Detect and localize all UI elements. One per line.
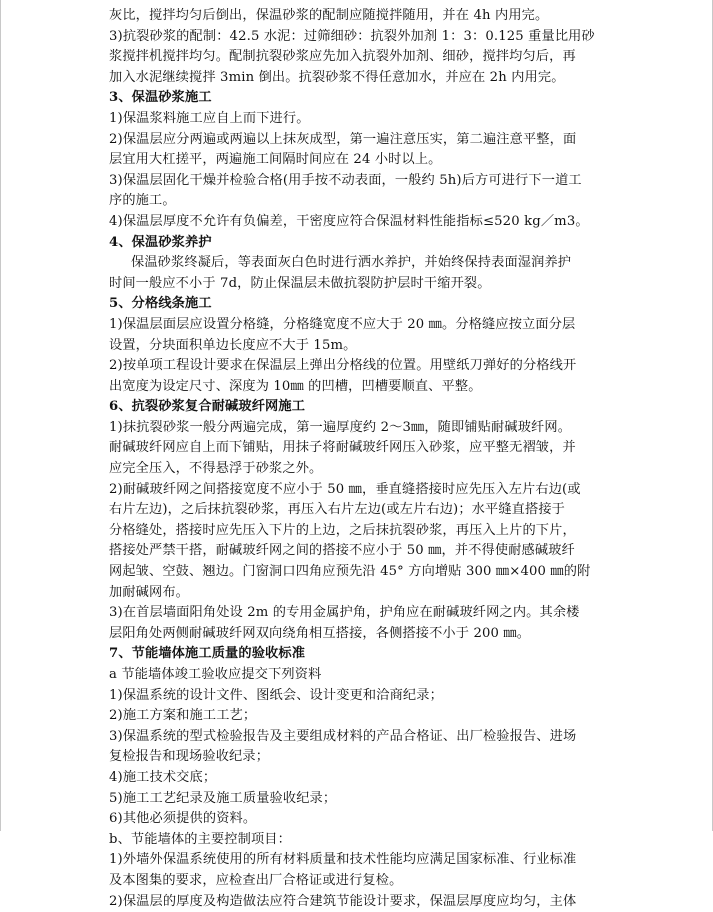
section-heading: 3、保温砂浆施工 bbox=[109, 90, 212, 106]
text-line: 保温砂浆终凝后，等表面灰白色时进行洒水养护，并始终保持表面湿润养护 bbox=[131, 255, 572, 271]
text-line: 右片左边)，之后抹抗裂砂浆，再压入右片左边(或左片右边)；水平缝直搭接于 bbox=[109, 502, 566, 518]
text-line: 加耐碱网布。 bbox=[109, 584, 190, 600]
text-line: 3)在首层墙面阳角处设 2m 的专用金属护角，护角应在耐碱玻纤网之内。其余楼 bbox=[109, 605, 580, 621]
text-line: 搭接处严禁干搭，耐碱玻纤网之间的搭接不应小于 50 ㎜，并不得使耐感碱玻纤 bbox=[109, 543, 575, 559]
text-line: 1)保温浆料施工应自上而下进行。 bbox=[109, 110, 310, 126]
section-heading: 4、保温砂浆养护 bbox=[109, 234, 212, 250]
document-body bbox=[109, 6, 609, 912]
text-line: 加入水泥继续搅拌 3min 倒出。抗裂砂浆不得任意加水，并应在 2h 内用完。 bbox=[109, 69, 565, 85]
text-line: 耐碱玻纤网应自上而下铺贴，用抹子将耐碱玻纤网压入砂浆，应平整无褶皱，并 bbox=[109, 440, 576, 456]
text-line: 2)保温层应分两遍或两遍以上抹灰成型，第一遍注意压实，第二遍注意平整，面 bbox=[109, 131, 577, 147]
text-line: 层阳角处两侧耐碱玻纤网双向绕角相互搭接，各侧搭接不小于 200 ㎜。 bbox=[109, 625, 531, 641]
text-line: 应完全压入，不得悬浮于砂浆之外。 bbox=[109, 461, 323, 477]
text-line: 设置，分块面积单边长度应不大于 15m。 bbox=[109, 337, 357, 353]
text-line: 3)抗裂砂浆的配制：42.5 水泥：过筛细砂：抗裂外加剂 1：3：0.125 重量比用砂 bbox=[109, 28, 595, 44]
text-line: 2)耐碱玻纤网之间搭接宽度不应小于 50 ㎜，垂直缝搭接时应先压入左片右边(或 bbox=[109, 481, 581, 497]
text-line: 网起皱、空鼓、翘边。门窗洞口四角应预先沿 45° 方向增贴 300 ㎜×400 ㎜的附 bbox=[109, 564, 591, 580]
text-line: 2)施工方案和施工工艺； bbox=[109, 708, 257, 724]
text-line: b、节能墙体的主要控制项目： bbox=[109, 831, 291, 847]
text-line: 时间一般应不小于 7d，防止保温层未做抗裂防护层时干缩开裂。 bbox=[109, 275, 491, 291]
text-line: 4)保温层厚度不允许有负偏差，干密度应符合保温材料性能指标≤520 kg／m3。 bbox=[109, 213, 589, 229]
text-line: 层宜用大杠搓平，两遍施工间隔时间应在 24 小时以上。 bbox=[109, 152, 442, 168]
text-line: 分格缝处，搭接时应先压入下片的上边，之后抹抗裂砂浆，再压入上片的下片， bbox=[109, 522, 576, 538]
text-line: 1)外墙外保温系统使用的所有材料质量和技术性能均应满足国家标准、行业标准 bbox=[109, 852, 577, 868]
text-line: 3)保温系统的型式检验报告及主要组成材料的产品合格证、出厂检验报告、进场 bbox=[109, 728, 577, 744]
text-line: 及本图集的要求，应检查出厂合格证或进行复检。 bbox=[109, 872, 403, 888]
text-line: 灰比，搅拌均匀后倒出，保温砂浆的配制应随搅拌随用，并在 4h 内用完。 bbox=[109, 8, 549, 23]
text-line: 1)保温层面层应设置分格缝，分格缝宽度不应大于 20 ㎜。分格缝应按立面分层 bbox=[109, 316, 576, 332]
text-line: 6)其他必须提供的资料。 bbox=[109, 811, 257, 827]
text-line: 浆搅拌机搅拌均匀。配制抗裂砂浆应先加入抗裂外加剂、细砂，搅拌均匀后，再 bbox=[109, 49, 576, 65]
section-heading: 7、节能墙体施工质量的验收标准 bbox=[109, 646, 306, 662]
text-line: 1)保温系统的设计文件、图纸会、设计变更和洽商纪录； bbox=[109, 687, 443, 703]
text-line: 2)按单项工程设计要求在保温层上弹出分格线的位置。用壁纸刀弹好的分格线开 bbox=[109, 358, 577, 374]
text-line: 3)保温层固化干燥并检验合格(用手按不动表面，一般约 5h)后方可进行下一道工 bbox=[109, 172, 582, 188]
section-heading: 5、分格线条施工 bbox=[109, 296, 212, 312]
text-line: 复检报告和现场验收纪录； bbox=[109, 749, 270, 765]
text-line: 出宽度为设定尺寸、深度为 10㎜ 的凹槽，凹槽要顺直、平整。 bbox=[109, 378, 482, 394]
text-line: 序的施工。 bbox=[109, 193, 176, 209]
text-line: 2)保温层的厚度及构造做法应符合建筑节能设计要求，保温层厚度应均匀，主体 bbox=[109, 893, 577, 909]
text-line: 4)施工技术交底； bbox=[109, 769, 217, 785]
section-heading: 6、抗裂砂浆复合耐碱玻纤网施工 bbox=[109, 399, 306, 415]
text-line: a 节能墙体竣工验收应提交下列资料 bbox=[109, 667, 322, 682]
text-line: 1)抹抗裂砂浆一般分两遍完成，第一遍厚度约 2～3㎜，随即铺贴耐碱玻纤网。 bbox=[109, 419, 572, 435]
text-line: 5)施工工艺纪录及施工质量验收纪录； bbox=[109, 790, 337, 806]
